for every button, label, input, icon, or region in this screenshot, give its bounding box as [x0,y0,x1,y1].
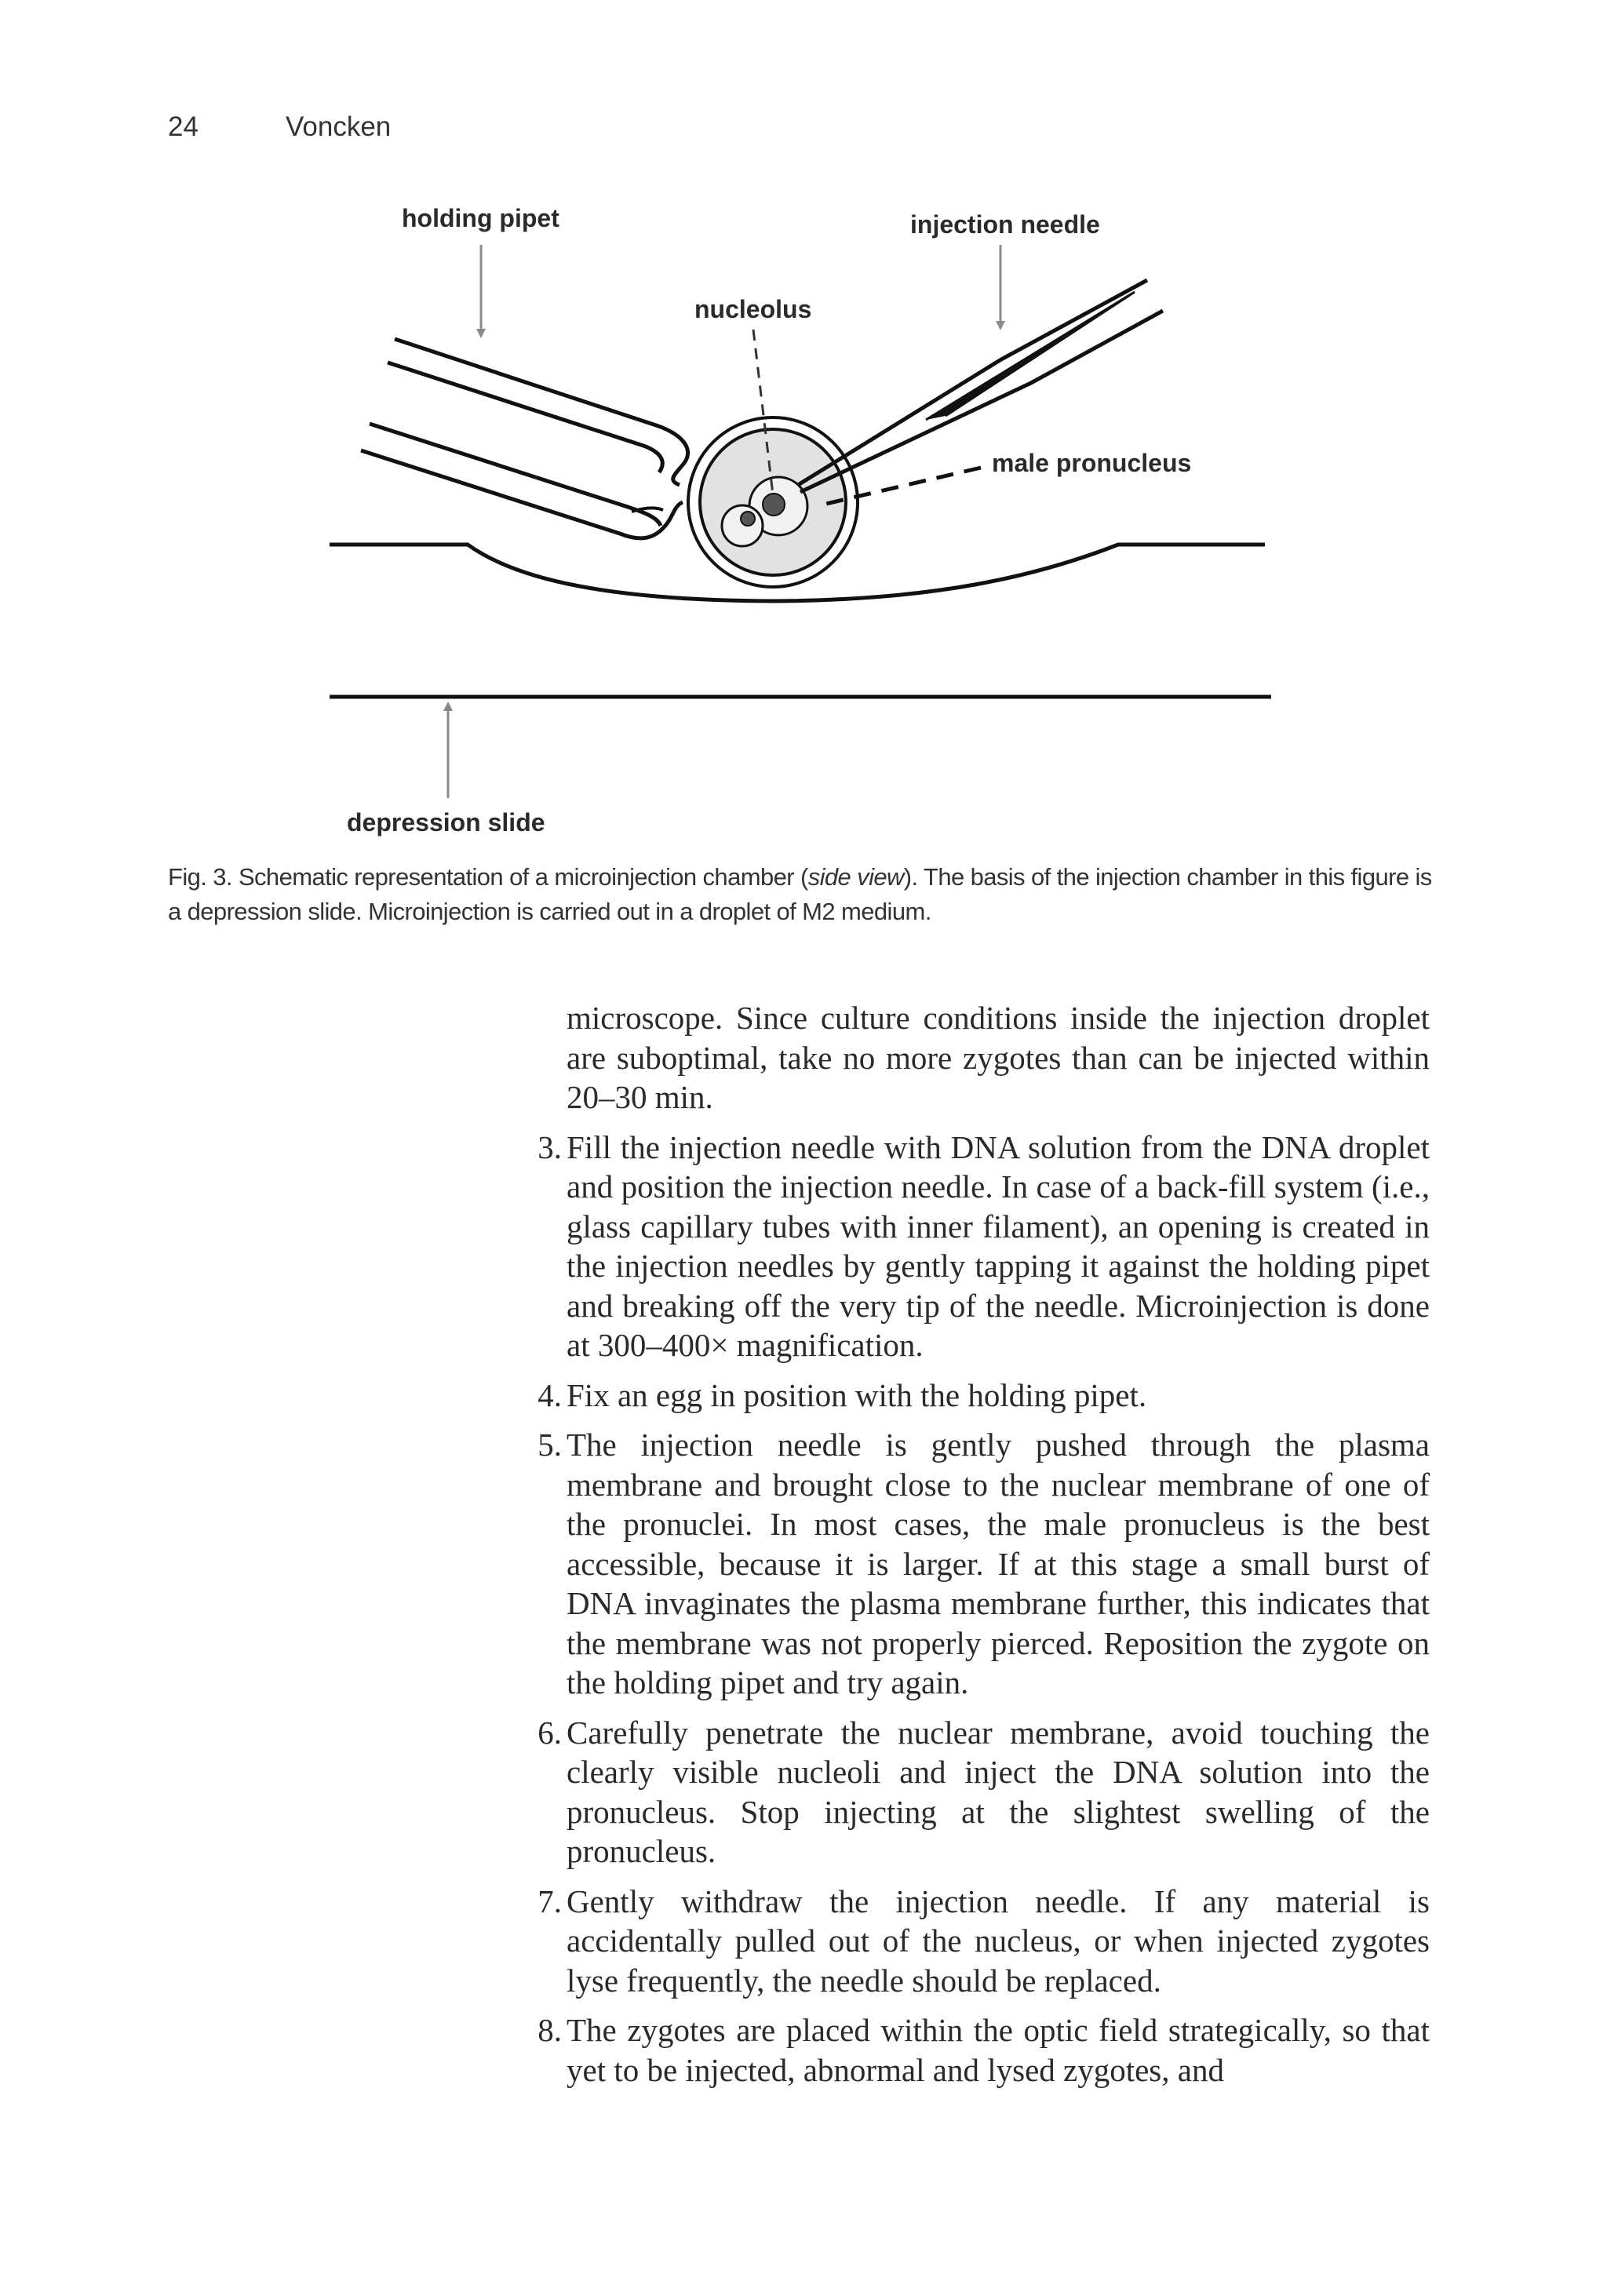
nucleolus-dot-small [741,512,755,526]
figure-diagram [0,0,1607,863]
body-text [515,998,1430,2090]
list-text: The injection needle is gently pushed through the plasma membrane and brought close to the nuclear membrane of one of the pronuclei. In most cases, the male pronucleus is the best accessible, because it is larger. If at this stage a small burst of DNA invaginates the plasma membrane further, this indicates that the membrane was not properly pierced. Reposition the zygote on the holding pipet and try again. [567,1427,1430,1700]
caption-prefix: Fig. 3. Schematic representation of a microinjection chamber ( [168,863,808,891]
female-pronucleus-circle [722,505,763,546]
list-number: 8. [537,2012,562,2048]
list-text: Fix an egg in position with the holding pipet. [567,1376,1147,1413]
nucleolus-dot [763,494,785,516]
figure-microinjection-chamber [0,0,1607,863]
list-item [515,1882,1430,2001]
list-number: 5. [537,1427,562,1463]
figure-caption [168,860,1439,929]
label-holding-pipet: holding pipet [402,204,559,232]
label-male-pronucleus: male pronucleus [992,449,1192,477]
list-item [515,1713,1430,1871]
list-item [515,1425,1430,1703]
list-item [515,1376,1430,1416]
caption-suffix: ). The basis of the injection chamber in this figure is a depression slide. Microinjection is carried out in a droplet of M2 medium. [168,863,1432,925]
caption-italic: side view [807,863,904,891]
list-text: Gently withdraw the injection needle. If any material is accidentally pulled out of the nucleus, or when injected zygotes lyse frequently, the needle should be replaced. [567,1882,1430,1999]
list-number: 3. [537,1128,562,1165]
holding-pipet [361,339,688,538]
list-number: 4. [537,1376,562,1413]
label-injection-needle: injection needle [910,210,1100,239]
list-item [515,2010,1430,2090]
label-nucleolus: nucleolus [694,295,812,323]
list-number: 7. [537,1882,562,1919]
label-depression-slide: depression slide [347,808,545,836]
continuation-paragraph: microscope. Since culture conditions inside the injection droplet are suboptimal, take no more zygotes than can be injected within 20–30 min. [567,1000,1430,1115]
list-text: Fill the injection needle with DNA solution from the DNA droplet and position the injection needle. In case of a back-fill system (i.e., glass capillary tubes with inner filament), an opening is created in the injection needles by gently tapping it against the holding pipet and breaking off the very tip of the needle. Microinjection is done at 300–400× magnification. [567,1128,1430,1363]
list-text: The zygotes are placed within the optic field strategically, so that yet to be injected, abnormal and lysed zygotes, and [567,2012,1430,2088]
list-item [515,1128,1430,1365]
list-text: Carefully penetrate the nuclear membrane, avoid touching the clearly visible nucleoli and inject the DNA solution into the pronucleus. Stop injecting at the slightest swelling of the pronucleus. [567,1714,1430,1869]
page-number: 24 [168,111,199,142]
list-number: 6. [537,1714,562,1751]
author-name: Voncken [286,111,392,142]
